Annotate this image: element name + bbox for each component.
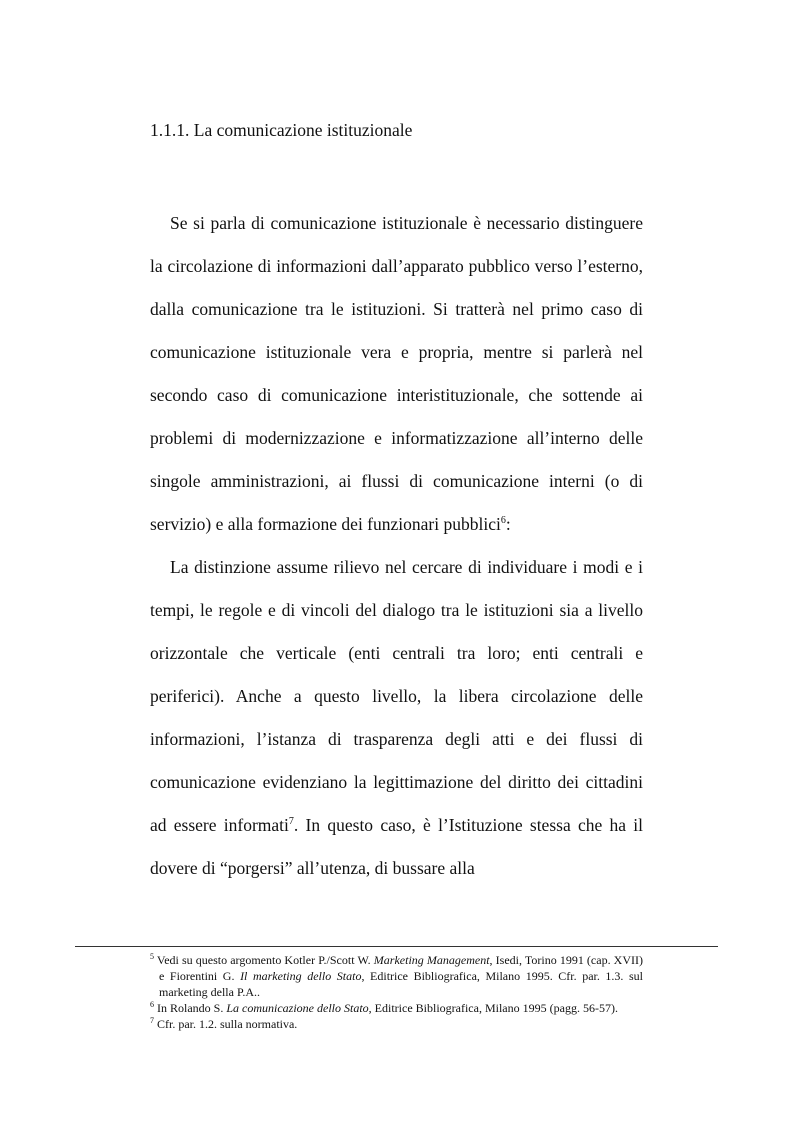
paragraph <box>150 546 643 890</box>
section-heading: 1.1.1. La comunicazione istituzionale <box>150 120 413 140</box>
paragraph <box>150 202 643 546</box>
paragraph-text: La distinzione assume rilievo nel cercare di individuare i modi e i tempi, le regole e di vincoli del dialogo tra le istituzioni sia a livello orizzontale che verticale (enti centrali tra loro; enti centrali e periferici). Anche a questo livello, la libera circolazione delle informazioni, l’istanza di trasparenza degli atti e dei flussi di comunicazione evidenziano la legittimazione del diritto dei cittadini ad essere informati <box>150 557 643 835</box>
footnote-number: 5 <box>150 952 154 961</box>
footnote-book-title: Marketing Management <box>373 953 490 967</box>
paragraph-text: Se si parla di comunicazione istituzionale è necessario distinguere la circolazione di informazioni dall’apparato pubblico verso l’esterno, dalla comunicazione tra le istituzioni. Si tratterà nel primo caso di comunicazione istituzionale vera e propria, mentre si parlerà nel secondo caso di comunicazione interistituzionale, che sottende ai problemi di modernizzazione e informatizzazione all’interno delle singole amministrazioni, ai flussi di comunicazione interni (o di servizio) e alla formazione dei funzionari pubblici <box>150 213 643 534</box>
footnote-7 <box>150 1016 643 1032</box>
body-text <box>150 202 643 890</box>
paragraph-text: : <box>505 514 511 534</box>
footnote-text: Vedi su questo argomento Kotler P./Scott W. <box>154 953 374 967</box>
footnote-text: , Editrice Bibliografica, Milano 1995. Cfr. par. 1.3. sul marketing della P.A.. <box>159 969 644 999</box>
footnote-book-title: Il marketing dello Stato <box>240 969 362 983</box>
footnote-ref: 7 <box>288 816 294 827</box>
footnote-separator <box>75 946 718 947</box>
footnote-text: , Editrice Bibliografica, Milano 1995 (pagg. 56-57). <box>368 1001 618 1015</box>
footnote-5 <box>150 952 643 1000</box>
footnote-number: 7 <box>150 1016 154 1025</box>
footnote-ref: 6 <box>500 515 506 526</box>
footnote-text: In Rolando S. <box>154 1001 227 1015</box>
footnote-number: 6 <box>150 1000 154 1009</box>
footnotes <box>150 952 643 1032</box>
footnote-6 <box>150 1000 643 1016</box>
footnote-text: Cfr. par. 1.2. sulla normativa. <box>154 1017 298 1031</box>
footnote-text: , Isedi, Torino 1991 (cap. XVII) e Fiorentini G. <box>159 953 644 983</box>
footnote-book-title: La comunicazione dello Stato <box>226 1001 369 1015</box>
paragraph-text: . In questo caso, è l’Istituzione stessa che ha il dovere di “porgersi” all’utenza, di bussare alla <box>150 815 644 878</box>
